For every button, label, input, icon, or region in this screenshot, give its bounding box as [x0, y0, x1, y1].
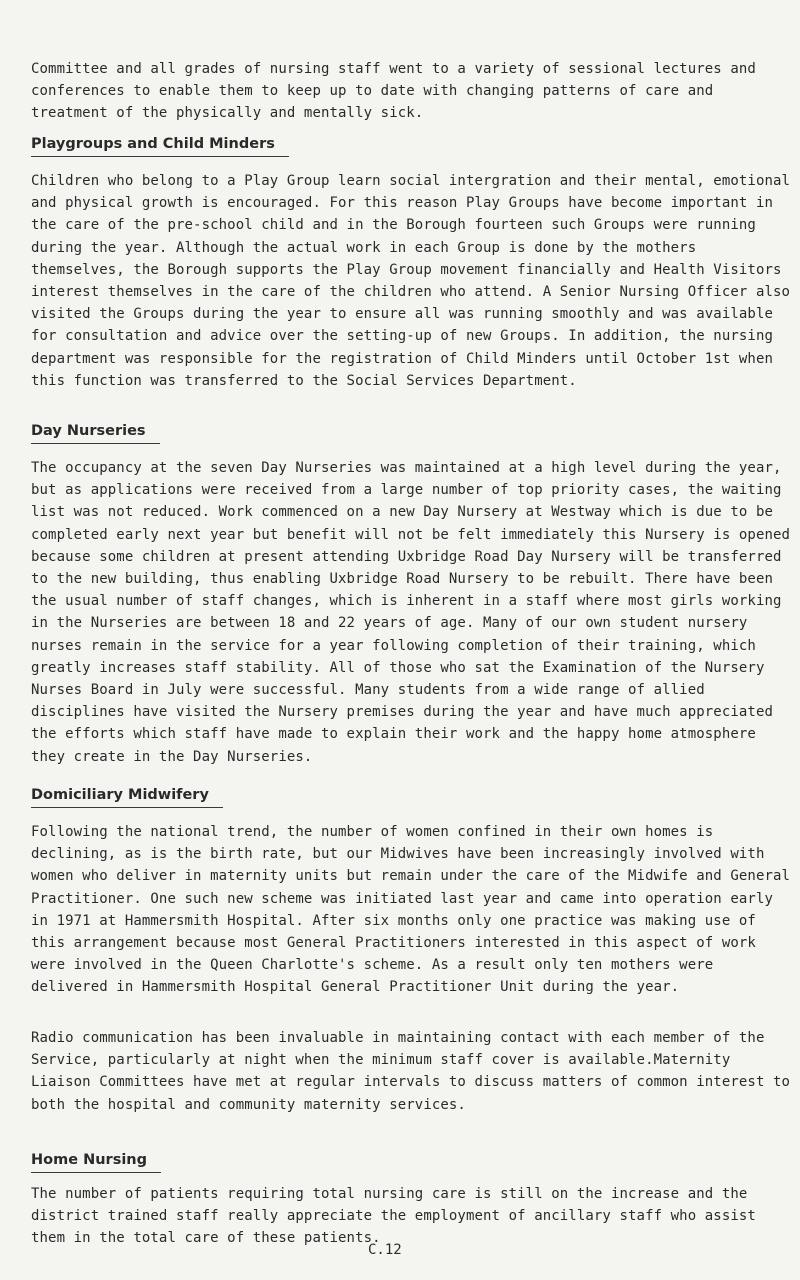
heading-playgroups: Playgroups and Child Minders — [31, 134, 289, 157]
playgroups-paragraph: Children who belong to a Play Group learn social intergration and their mental, emotional and physical growth is encouraged. For this reason Play Groups have become important in the care of the pre-school child and in the Borough fourteen such Groups were running during the year. Although the actual work in each Group is done by the mothers themselves, the Borough supports the Play Group movement financially and Health Visitors interest themselves in the care of the children who attend. A Senior Nursing Officer also visited the Groups during the year to ensure all was running smoothly and was available for consultation and advice over the setting-up of new Groups. In addition, the nursing department was responsible for the registration of Child Minders until October 1st when this function was transferred to the Social Services Department. — [31, 173, 791, 389]
midwifery-paragraph-1: Following the national trend, the number of women confined in their own homes is declining, as is the birth rate, but our Midwives have been increasingly involved with women who deliver in maternity units but remain under the care of the Midwife and General Practitioner. One such new scheme was initiated last year and came into operation early in 1971 at Hammersmith Hospital. After six months only one practice was making use of this arrangement because most General Practitioners interested in this aspect of work were involved in the Queen Charlotte's scheme. As a result only ten mothers were delivered in Hammersmith Hospital General Practitioner Unit during the year. — [31, 824, 791, 996]
heading-day-nurseries: Day Nurseries — [31, 421, 160, 444]
midwifery-paragraph-2: Radio communication has been invaluable in maintaining contact with each member of the Service, particularly at night when the minimum staff cover is available.Maternity Liaison Committees have met at regular intervals to discuss matters of common interest to both the hospital and community maternity services. — [31, 1030, 791, 1113]
heading-domiciliary-midwifery: Domiciliary Midwifery — [31, 785, 223, 808]
day-nurseries-paragraph: The occupancy at the seven Day Nurseries was maintained at a high level during the year, but as applications were received from a large number of top priority cases, the waiting list was not reduced. Work commenced on a new Day Nursery at Westway which is due to be completed early next year but benefit will not be felt immediately this Nursery is opened because some children at present attending Uxbridge Road Day Nursery will be transferred to the new building, thus enabling Uxbridge Road Nursery to be rebuilt. There have been the usual number of staff changes, which is inherent in a staff where most girls working in the Nurseries are between 18 and 22 years of age. Many of our own student nursery nurses remain in the service for a year following completion of their training, which greatly increases staff stability. All of those who sat the Examination of the Nursery Nurses Board in July were successful. Many students from a wide range of allied disciplines have visited the Nursery premises during the year and have much appreciated the efforts which staff have made to explain their work and the happy home atmosphere they create in the Day Nurseries. — [31, 460, 791, 765]
intro-paragraph: Committee and all grades of nursing staff went to a variety of sessional lectures and conferences to enable them to keep up to date with changing patterns of care and treatment of the physically and mentally sick. — [31, 61, 756, 122]
heading-home-nursing: Home Nursing — [31, 1150, 161, 1173]
page-number: C.12 — [368, 1242, 402, 1258]
home-nursing-paragraph: The number of patients requiring total nursing care is still on the increase and the district trained staff really appreciate the employment of ancillary staff who assist them in the total care of these patients. — [31, 1186, 756, 1247]
